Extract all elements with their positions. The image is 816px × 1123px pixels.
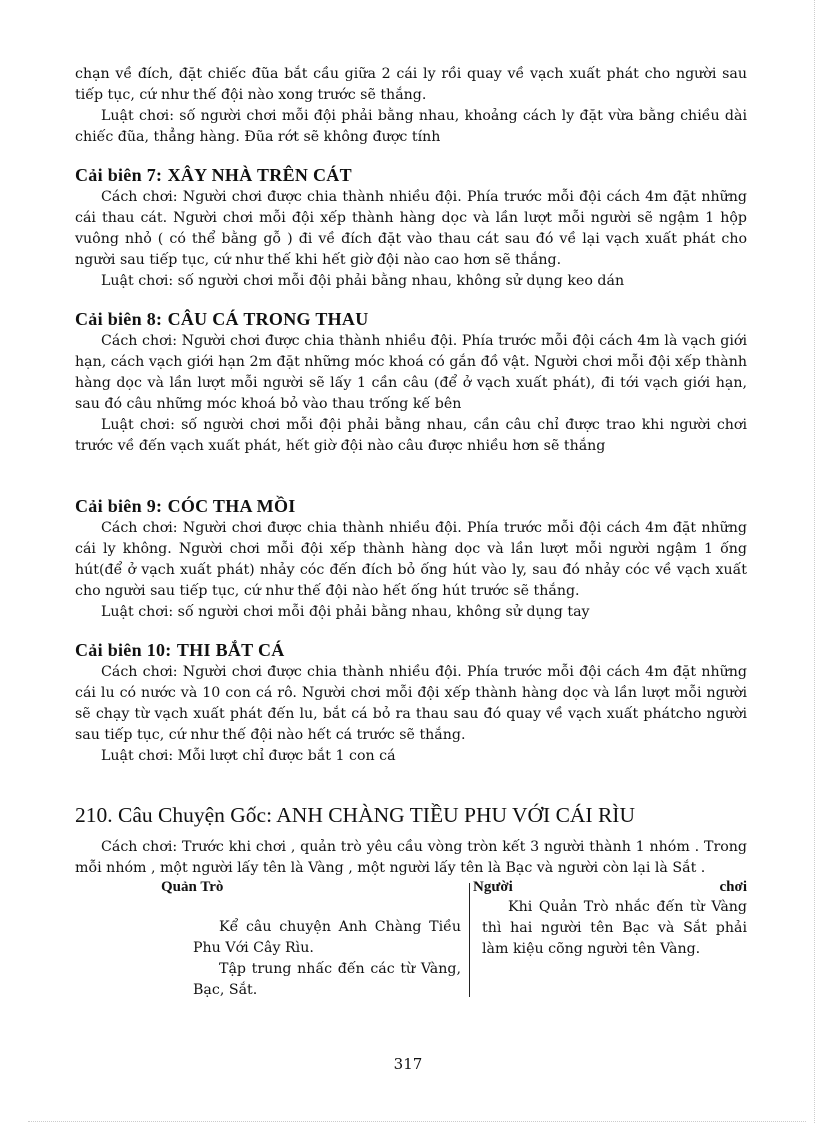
story-heading — [75, 801, 747, 829]
story-number-label: 210. Câu Chuyện Gốc: — [75, 803, 273, 827]
story-title: ANH CHÀNG TIỀU PHU VỚI CÁI RÌU — [276, 803, 635, 827]
column-divider — [469, 883, 470, 997]
section-title: XÂY NHÀ TRÊN CÁT — [167, 165, 352, 185]
section-cai-bien-8 — [75, 308, 747, 457]
spacer — [75, 457, 747, 495]
column-header-host: Quản Trò — [161, 879, 224, 895]
roles-table — [75, 879, 747, 999]
section-label: Cải biên 10: — [75, 640, 172, 660]
section-heading — [75, 164, 747, 187]
section-rule: Luật chơi: số người chơi mỗi đội phải bằng nhau, cần câu chỉ được trao khi người chơi trước về đến vạch xuất phát, hết giờ đội nào câu được nhiều hơn sẽ thắng — [75, 417, 747, 454]
intro-rule: Luật chơi: số người chơi mỗi đội phải bằng nhau, khoảng cách ly đặt vừa bằng chiều dài chiếc đũa, thẳng hàng. Đũa rớt sẽ không được tính — [75, 108, 747, 145]
column-header-player-2: chơi — [719, 879, 747, 895]
section-heading — [75, 308, 747, 331]
section-label: Cải biên 7: — [75, 165, 163, 185]
section-rule: Luật chơi: Mỗi lượt chỉ được bắt 1 con cá — [101, 748, 396, 764]
section-rule: Luật chơi: số người chơi mỗi đội phải bằng nhau, không sử dụng keo dán — [101, 273, 625, 289]
section-title: THI BẮT CÁ — [176, 640, 285, 660]
section-label: Cải biên 9: — [75, 496, 163, 516]
section-heading — [75, 639, 747, 662]
section-heading — [75, 495, 747, 518]
section-how-to-play: Cách chơi: Người chơi được chia thành nhiều đội. Phía trước mỗi đội cách 4m đặt những cái ly không. Người chơi mỗi đội xếp thành hàng dọc và lần lượt mỗi người ngậm 1 ống hút(để ở vạch xuất phát) nhảy cóc đến đích bỏ ống hút vào ly, sau đó nhảy cóc về vạch xuất cho người sau tiếp tục, cứ như thế đội nào hết ống hút trước sẽ thắng. — [75, 520, 747, 599]
host-instruction: Kể câu chuyện Anh Chàng Tiều Phu Với Cây Rìu. — [193, 919, 461, 956]
document-page — [75, 64, 747, 999]
page-edge-rule — [28, 1121, 806, 1122]
host-instruction: Tập trung nhấc đến các từ Vàng, Bạc, Sắt. — [193, 961, 461, 998]
section-cai-bien-9 — [75, 495, 747, 623]
section-how-to-play: Cách chơi: Người chơi được chia thành nhiều đội. Phía trước mỗi đội cách 4m là vạch giới hạn, cách vạch giới hạn 2m đặt những móc khoá có gắn đồ vật. Người chơi mỗi đội xếp thành hàng dọc và lần lượt mỗi người sẽ lấy 1 cần câu (để ở vạch xuất phát), đi tới vạch giới hạn, sau đó câu những móc khoá bỏ vào thau trống kế bên — [75, 333, 747, 412]
column-header-player-1: Người — [473, 879, 513, 895]
story-how-to-play: Cách chơi: Trước khi chơi , quản trò yêu cầu vòng tròn kết 3 người thành 1 nhóm . Trong mỗi nhóm , một người lấy tên là Vàng , một người lấy tên là Bạc và người còn lại là Sắt . — [75, 839, 747, 876]
section-title: CÓC THA MỒI — [167, 496, 296, 516]
section-how-to-play: Cách chơi: Người chơi được chia thành nhiều đội. Phía trước mỗi đội cách 4m đặt những cái thau cát. Người chơi mỗi đội xếp thành hàng dọc và lần lượt mỗi người sẽ ngậm 1 hộp vuông nhỏ ( có thể bằng gỗ ) đi về đích đặt vào thau cát sau đó về lại vạch xuất phát cho người sau tiếp tục, cứ như thế khi hết giờ đội nào cao hơn sẽ thắng. — [75, 189, 747, 268]
section-label: Cải biên 8: — [75, 309, 163, 329]
section-how-to-play: Cách chơi: Người chơi được chia thành nhiều đội. Phía trước mỗi đội cách 4m đặt những cái lu có nước và 10 con cá rô. Người chơi mỗi đội xếp thành hàng dọc và lần lượt mỗi người sẽ chạy từ vạch xuất phát đến lu, bắt cá bỏ ra thau sau đó quay về vạch xuất phátcho người sau tiếp tục, cứ như thế đội nào hết cá trước sẽ thắng. — [75, 664, 747, 743]
section-cai-bien-7 — [75, 164, 747, 292]
section-cai-bien-10 — [75, 639, 747, 767]
page-number: 317 — [393, 1055, 423, 1073]
player-instruction: Khi Quản Trò nhắc đến từ Vàng thì hai người tên Bạc và Sắt phải làm kiệu cõng người tên Vàng. — [482, 899, 747, 957]
player-cell — [482, 897, 747, 960]
section-title: CÂU CÁ TRONG THAU — [167, 309, 369, 329]
section-rule: Luật chơi: số người chơi mỗi đội phải bằng nhau, không sử dụng tay — [101, 604, 590, 620]
intro-paragraph: chạn về đích, đặt chiếc đũa bắt cầu giữa 2 cái ly rồi quay về vạch xuất phát cho người sau tiếp tục, cứ như thế đội nào xong trước sẽ thắng. — [75, 66, 747, 103]
host-cell — [193, 917, 461, 1001]
